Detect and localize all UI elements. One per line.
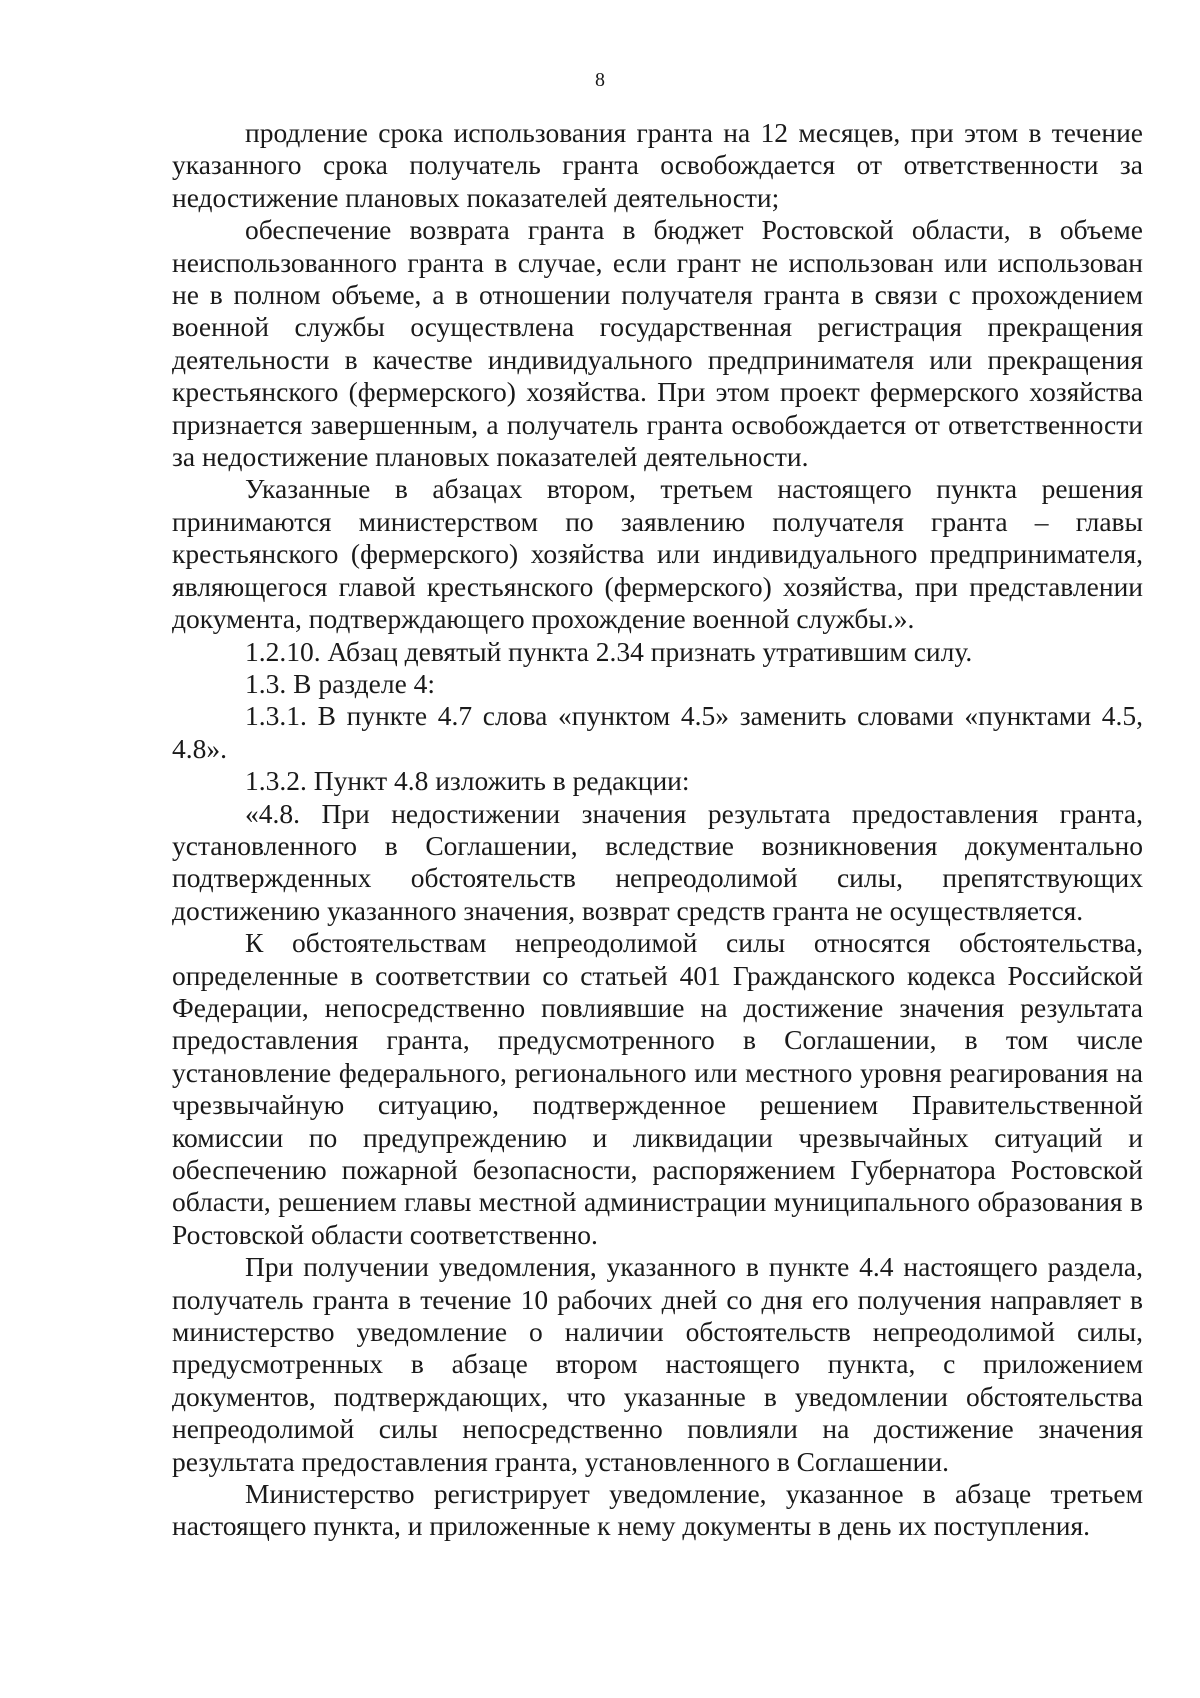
page-number: 8 xyxy=(595,69,605,91)
paragraph-decisions: Указанные в абзацах втором, третьем настоящего пункта решения принимаются министерством по заявлению получателя гранта – главы крестьянского (фермерского) хозяйства или индивидуального предпринимателя, являющегося главой крестьянского (фермерского) хозяйства, при представлении документа, подтверждающего прохождение военной службы.». xyxy=(172,473,1143,635)
paragraph-1-3-2: 1.3.2. Пункт 4.8 изложить в редакции: xyxy=(245,765,690,797)
paragraph-registration: Министерство регистрирует уведомление, указанное в абзаце третьем настоящего пункта, и приложенные к нему документы в день их поступления. xyxy=(172,1478,1143,1542)
paragraph-1-3-1: 1.3.1. В пункте 4.7 слова «пунктом 4.5» заменить словами «пунктами 4.5, 4.8». xyxy=(172,700,1143,764)
paragraph-1-2-10: 1.2.10. Абзац девятый пункта 2.34 признать утратившим силу. xyxy=(245,635,973,667)
paragraph-grant-extension: продление срока использования гранта на 12 месяцев, при этом в течение указанного срока получатель гранта освобождается от ответственности за недостижение плановых показателей деятельности; xyxy=(172,117,1143,213)
paragraph-notification: При получении уведомления, указанного в пункте 4.4 настоящего раздела, получатель гранта в течение 10 рабочих дней со дня его получения направляет в министерство уведомление о наличии обстоятельств непреодолимой силы, предусмотренных в абзаце втором настоящего пункта, с приложением документов, подтверждающих, что указанные в уведомлении обстоятельства непреодолимой силы непосредственно повлияли на достижение значения результата предоставления гранта, установленного в Соглашении. xyxy=(172,1251,1143,1477)
paragraph-1-3: 1.3. В разделе 4: xyxy=(245,667,436,699)
paragraph-grant-return: обеспечение возврата гранта в бюджет Ростовской области, в объеме неиспользованного гранта в случае, если грант не использован или использован не в полном объеме, а в отношении получателя гранта в связи с прохождением военной службы осуществлена государственная регистрация прекращения деятельности в качестве индивидуального предпринимателя или прекращения крестьянского (фермерского) хозяйства. При этом проект фермерского хозяйства признается завершенным, а получатель гранта освобождается от ответственности за недостижение плановых показателей деятельности. xyxy=(172,214,1143,473)
paragraph-force-majeure-definition: К обстоятельствам непреодолимой силы относятся обстоятельства, определенные в соответствии со статьей 401 Гражданского кодекса Российской Федерации, непосредственно повлиявшие на достижение значения результата предоставления гранта, предусмотренного в Соглашении, в том числе установление федерального, регионального или местного уровня реагирования на чрезвычайную ситуацию, подтвержденное решением Правительственной комиссии по предупреждению и ликвидации чрезвычайных ситуаций и обеспечению пожарной безопасности, распоряжением Губернатора Ростовской области, решением главы местной администрации муниципального образования в Ростовской области соответственно. xyxy=(172,927,1143,1250)
document-body xyxy=(172,117,1143,1543)
paragraph-4-8: «4.8. При недостижении значения результата предоставления гранта, установленного в Соглашении, вследствие возникновения документально подтвержденных обстоятельств непреодолимой силы, препятствующих достижению указанного значения, возврат средств гранта не осуществляется. xyxy=(172,797,1143,926)
